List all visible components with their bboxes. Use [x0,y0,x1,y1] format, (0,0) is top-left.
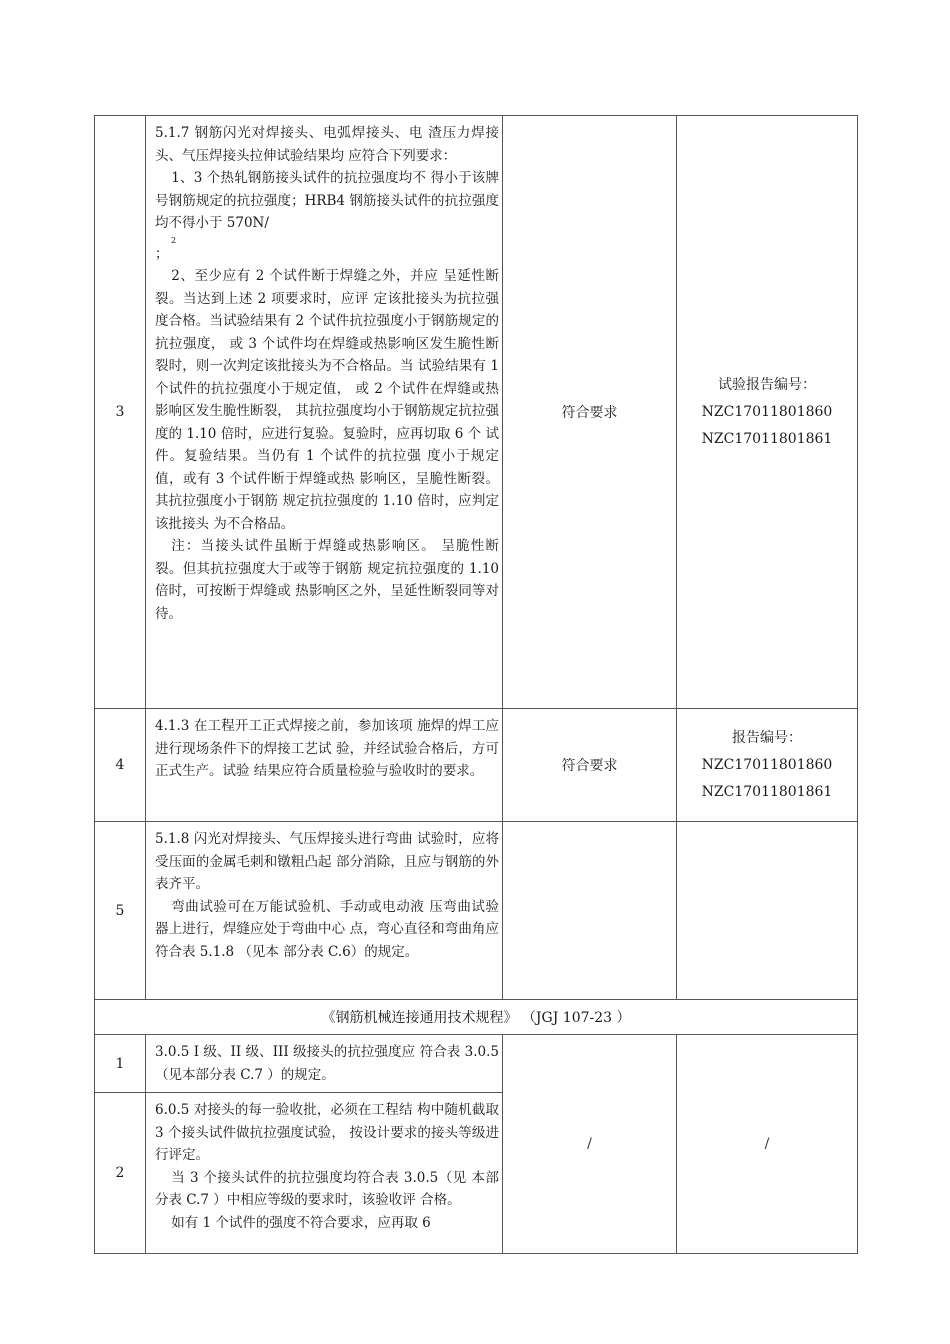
requirement-text: ； [155,245,169,262]
requirement-text: 1、3 个热轧钢筋接头试件的抗拉强度均不 得小于该牌号钢筋规定的抗拉强度；HRB4 钢筋接头试件的抗拉强度均不得小于 570N/ [155,170,499,231]
result-cell: 符合要求 [503,116,677,709]
table-row [95,1035,858,1093]
report-ref-cell [677,1035,858,1254]
requirement-text: 弯曲试验可在万能试验机、手动或电动液 压弯曲试验器上进行，焊缝应处于弯曲中心 点，弯心直径和弯曲角应符合表 5.1.8 （见本 部分表 C.6）的规定。 [155,898,499,960]
result-cell: 符合要求 [503,709,677,822]
requirement-text: 2、至少应有 2 个试件断于焊缝之外，并应 呈延性断裂。当达到上述 2 项要求时，应评 定该批接头为抗拉强度合格。当试验结果有 2 个试件抗拉强度小于钢筋规定的抗拉强度， 或 3 个试件均在焊缝或热影响区发生脆性断 裂时，则一次判定该批接头为不合格品。当 试验结果有 1 个试件的抗拉强度小于规定值， 或 2 个试件在焊缝或热影响区发生脆性断裂， 其抗拉强度均小于钢筋规定抗拉强度的 1.10 倍时，应进行复验。复验时，应再切取 6 个 试件。复验结果。当仍有 1 个试件的抗拉强 度小于规定值，或有 3 个试件断于焊缝或热 影响区，呈脆性断裂。其抗拉强度小于钢筋 规定抗拉强度的 1.10 倍时，应判定该批接头 为不合格品。 [155,268,499,532]
requirement-text: 如有 1 个试件的强度不符合要求，应再取 6 [171,1214,431,1231]
report-ref-cell [677,709,858,822]
requirement-cell [146,709,503,822]
row-number: 2 [95,1093,146,1254]
section-header-row [95,1000,858,1035]
result-cell [503,1035,677,1254]
report-number: NZC17011801860 [701,403,833,420]
row-number: 1 [95,1035,146,1093]
superscript-mark: 2 [171,235,177,245]
report-number: NZC17011801861 [701,783,833,800]
report-number: NZC17011801860 [701,756,833,773]
report-ref-cell [677,116,858,709]
requirement-text: 当 3 个接头试件的抗拉强度均符合表 3.0.5（见 本部分表 C.7 ）中相应等级的要求时，该验收评 合格。 [155,1169,499,1208]
report-ref-label: 报告编号： [732,729,802,746]
table-row [95,822,858,1000]
requirement-text: 5.1.8 闪光对焊接头、气压焊接头进行弯曲 试验时，应将受压面的金属毛刺和镦粗凸起 部分消除，且应与钢筋的外表齐平。 [155,831,499,892]
not-applicable-mark: / [587,1136,592,1152]
section-title: 《钢筋机械连接通用技术规程》 （JGJ 107-23 ） [95,1000,858,1035]
result-cell [503,822,677,1000]
table-row [95,116,858,709]
not-applicable-mark: / [764,1135,770,1152]
requirement-cell [146,1093,503,1254]
requirement-cell [146,116,503,709]
row-number: 5 [95,822,146,1000]
requirement-cell [146,822,503,1000]
requirement-text: 3.0.5 I 级、II 级、III 级接头的抗拉强度应 符合表 3.0.5 （见本部分表 C.7 ）的规定。 [155,1044,499,1083]
row-number: 4 [95,709,146,822]
requirement-text: 5.1.7 钢筋闪光对焊接头、电弧焊接头、电 渣压力焊接头、气压焊接头拉伸试验结果均 应符合下列要求： [155,125,499,164]
requirement-text: 4.1.3 在工程开工正式焊接之前，参加该项 施焊的焊工应进行现场条件下的焊接工艺试 验，并经试验合格后，方可正式生产。试验 结果应符合质量检验与验收时的要求。 [155,718,499,779]
requirement-cell [146,1035,503,1093]
report-ref-label: 试验报告编号： [718,376,816,393]
requirement-note: 注：当接头试件虽断于焊缝或热影响区。 呈脆性断裂。但其抗拉强度大于或等于钢筋 规定抗拉强度的 1.10 倍时，可按断于焊缝或 热影响区之外，呈延性断裂同等对待。 [155,538,499,622]
requirement-text: 6.0.5 对接头的每一验收批，必须在工程结 构中随机截取 3 个接头试件做抗拉强度试验， 按设计要求的接头等级进行评定。 [155,1102,499,1163]
row-number: 3 [95,116,146,709]
report-ref-cell [677,822,858,1000]
inspection-table [94,115,858,1254]
table-row [95,709,858,822]
report-number: NZC17011801861 [701,430,833,447]
